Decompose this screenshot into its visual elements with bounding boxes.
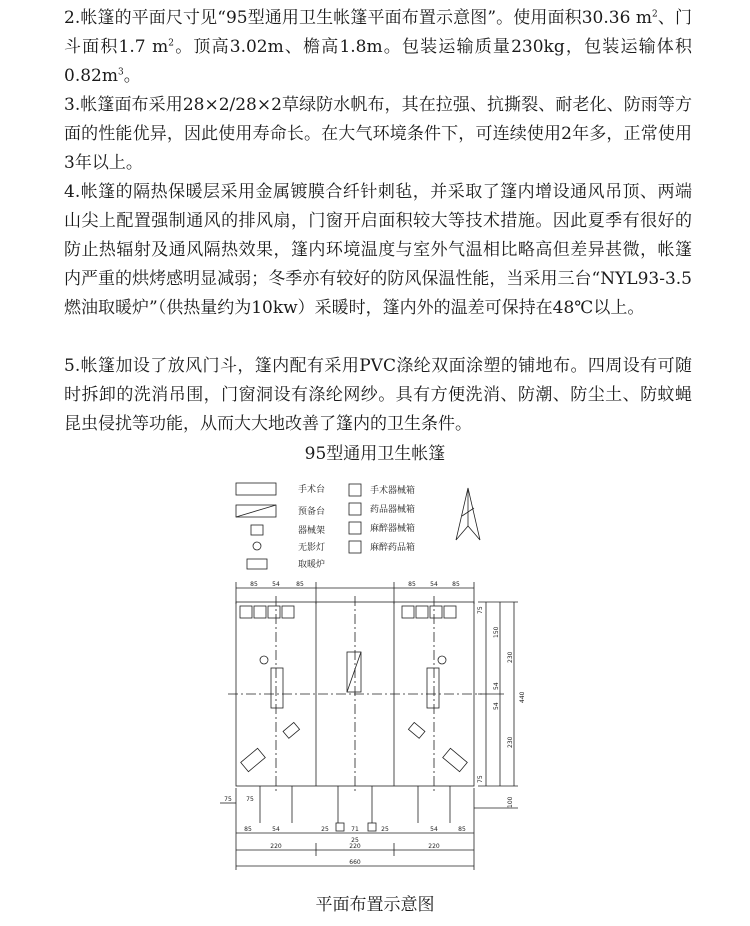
legend-anesthesia-drug-box-symbol bbox=[349, 541, 361, 553]
dim-right-4: 54 bbox=[493, 682, 500, 690]
dim-top-2: 54 bbox=[272, 581, 280, 588]
dim-bottom2-1: 220 bbox=[270, 843, 282, 850]
dim-top-6: 85 bbox=[452, 581, 460, 588]
legend-medicine-box-symbol bbox=[349, 503, 361, 515]
dim-right-2: 150 bbox=[493, 626, 500, 638]
dim-top-4: 85 bbox=[408, 581, 416, 588]
dim-bottom1-4: 71 bbox=[351, 826, 359, 833]
legend-label-anesthesia-box: 麻醉器械箱 bbox=[370, 524, 416, 534]
figure-title: 95型通用卫生帐篷 bbox=[304, 444, 446, 464]
paragraph-insulation: 4.帐篷的隔热保暖层采用金属镀膜合纤针刺毡，并采取了篷内增设通风吊顶、两端山尖上配置强制通风的排风扇，门窗开启面积较大等技术措施。因此夏季有很好的防止热辐射及通风隔热效果，篷内环境温度与室外气温相比略高但差异甚微，帐篷内严重的烘烤感明显减弱；冬季亦有较好的防风保温性能，当采用三台“NYL93-3.5燃油取暖炉”（供热量约为10kw）采暖时，篷内外的温差可保持在48℃以上。 bbox=[64, 182, 692, 318]
legend-surgical-box-symbol bbox=[349, 484, 361, 496]
legend-operating-table-symbol bbox=[236, 483, 276, 495]
dim-top-5: 54 bbox=[430, 581, 438, 588]
paragraph-dimensions: 2.帐篷的平面尺寸见“95型通用卫生帐篷平面布置示意图”。使用面积30.36 $m^2$、门斗面积1.7 $m^2$。顶高3.02m、檐高1.8m。包装运输质量230kg，包装运输体积$0.82m^3$。 bbox=[64, 8, 692, 86]
dim-right-6: 230 bbox=[507, 736, 514, 748]
dim-left-small: 75 bbox=[224, 796, 232, 803]
legend-label-prep-table: 预备台 bbox=[298, 507, 326, 517]
legend-label-operating-table: 手术台 bbox=[298, 485, 326, 495]
dim-door-side: 75 bbox=[246, 796, 254, 803]
dim-bottom1-7: 85 bbox=[458, 826, 466, 833]
paragraph-features: 5.帐篷加设了放风门斗，篷内配有采用PVC涤纶双面涂塑的铺地布。四周设有可随时拆卸的洗消吊围，门窗洞设有涤纶网纱。具有方便洗消、防潮、防尘土、防蚊蝇昆虫侵扰等功能，从而大大地改善了篷内的卫生条件。 bbox=[64, 356, 692, 434]
figure-caption: 平面布置示意图 bbox=[315, 895, 435, 915]
dim-right-5: 54 bbox=[493, 702, 500, 710]
operating-table-right bbox=[427, 668, 439, 708]
dim-right-3: 230 bbox=[507, 651, 514, 663]
dim-right-9: 440 bbox=[519, 691, 526, 703]
dim-total: 660 bbox=[349, 859, 361, 866]
legend-instrument-rack-symbol bbox=[251, 525, 263, 535]
paragraph-fabric: 3.帐篷面布采用28×2/28×2草绿防水帆布，其在拉强、抗撕裂、耐老化、防雨等方面的性能优异，因此使用寿命长。在大气环境条件下，可连续使用2年多，正常使用3年以上。 bbox=[64, 95, 692, 173]
dim-bottom1-2: 54 bbox=[272, 826, 280, 833]
dim-bottom1-1: 85 bbox=[244, 826, 252, 833]
legend-heater-symbol bbox=[247, 559, 267, 569]
dim-right-8: 100 bbox=[507, 796, 514, 808]
dim-right-1: 75 bbox=[477, 606, 484, 614]
legend-shadowless-lamp-symbol bbox=[253, 542, 261, 550]
legend-label-instrument-rack: 器械架 bbox=[298, 526, 326, 536]
dim-bottom1-3: 25 bbox=[321, 826, 329, 833]
dim-right-7: 75 bbox=[477, 775, 484, 783]
operating-table-left bbox=[271, 668, 283, 708]
north-arrow-icon bbox=[456, 488, 480, 540]
dim-bottom1-5: 25 bbox=[381, 826, 389, 833]
dim-bottom2-3: 220 bbox=[428, 843, 440, 850]
legend-label-surgical-box: 手术器械箱 bbox=[370, 486, 416, 496]
dim-bottom-mid: 25 bbox=[351, 837, 359, 844]
dim-top-3: 85 bbox=[296, 581, 304, 588]
legend-label-anesthesia-drug-box: 麻醉药品箱 bbox=[370, 543, 416, 553]
legend-label-shadowless-lamp: 无影灯 bbox=[298, 543, 326, 553]
dim-bottom2-2: 220 bbox=[349, 843, 361, 850]
dim-top-1: 85 bbox=[250, 581, 258, 588]
legend-label-heater: 取暖炉 bbox=[298, 560, 326, 570]
legend-anesthesia-box-symbol bbox=[349, 522, 361, 534]
legend-label-medicine-box: 药品器械箱 bbox=[370, 505, 416, 515]
floor-plan-diagram bbox=[220, 478, 540, 878]
dim-bottom1-6: 54 bbox=[430, 826, 438, 833]
